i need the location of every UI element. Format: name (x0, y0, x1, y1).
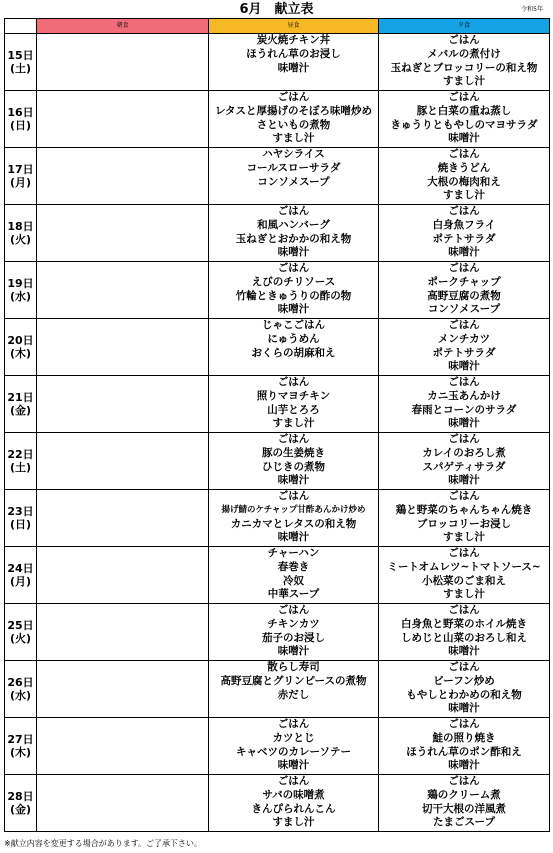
dinner-item: ごはん (448, 490, 480, 502)
lunch-cell (209, 91, 379, 148)
dinner-cell (379, 91, 550, 148)
dinner-item: ごはん (448, 547, 480, 559)
table-row (5, 262, 550, 319)
date-weekday: (金) (9, 404, 32, 417)
dinner-item: ごはん (448, 91, 480, 103)
dinner-cell (379, 205, 550, 262)
date-day: 24日 (7, 562, 34, 575)
date-cell (5, 262, 37, 319)
dinner-item: すまし汁 (443, 531, 485, 544)
lunch-cell (209, 376, 379, 433)
lunch-cell (209, 775, 379, 832)
dinner-cell (379, 775, 550, 832)
dinner-cell (379, 319, 550, 376)
date-day: 26日 (7, 676, 34, 689)
lunch-item: カツとじ (272, 731, 315, 744)
lunch-item: にゅうめん (267, 332, 320, 345)
dinner-item: 味噌汁 (448, 360, 480, 373)
lunch-item: すまし汁 (272, 816, 315, 829)
header-date-blank (5, 19, 37, 34)
dinner-item: 鶏と野菜のちゃんちゃん焼き (395, 503, 533, 516)
dinner-cell (379, 148, 550, 205)
dinner-item: 白身魚フライ (432, 218, 496, 231)
lunch-item: ごはん (277, 775, 310, 787)
breakfast-cell (37, 604, 209, 661)
breakfast-cell (37, 775, 209, 832)
era-label: 令和5年 (521, 6, 543, 13)
lunch-item: 和風ハンバーグ (257, 218, 330, 231)
lunch-cell (209, 661, 379, 718)
dinner-cell (379, 604, 550, 661)
dinner-item: もやしとわかめの和え物 (406, 688, 522, 701)
lunch-item: きんぴられんこん (251, 802, 336, 815)
dinner-item: 味噌汁 (448, 132, 480, 145)
dinner-item: 味噌汁 (448, 759, 480, 772)
dinner-item: 小松菜のごま和え (422, 574, 506, 587)
date-day: 16日 (7, 106, 34, 119)
table-row (5, 490, 550, 547)
date-weekday: (火) (9, 233, 32, 246)
lunch-item: 春巻き (277, 560, 310, 573)
lunch-item: キャベツのカレーソテー (235, 745, 352, 758)
dinner-cell (379, 34, 550, 91)
dinner-item: 鶏のクリーム煮 (427, 788, 501, 801)
dinner-item: すまし汁 (443, 189, 485, 202)
dinner-item: 鮭の照り焼き (432, 731, 496, 744)
date-weekday: (月) (9, 575, 32, 588)
lunch-item: 玉ねぎとおかかの和え物 (235, 232, 352, 245)
date-day: 18日 (7, 220, 34, 233)
table-row (5, 91, 550, 148)
date-weekday: (日) (9, 518, 32, 531)
breakfast-cell (37, 433, 209, 490)
dinner-item: カニ玉あんかけ (427, 389, 501, 402)
lunch-item: ほうれん草のお浸し (246, 47, 341, 60)
dinner-item: ごはん (448, 604, 480, 616)
table-row (5, 661, 550, 718)
menu-body (5, 34, 550, 832)
breakfast-cell (37, 547, 209, 604)
dinner-item: ごはん (448, 262, 480, 274)
lunch-item: じゃこごはん (262, 319, 325, 331)
lunch-item: 冷奴 (283, 574, 304, 587)
date-day: 22日 (7, 448, 34, 461)
dinner-item: ごはん (448, 148, 480, 160)
lunch-item: ごはん (277, 604, 310, 616)
date-cell (5, 661, 37, 718)
date-weekday: (火) (9, 632, 32, 645)
lunch-item: 中華スープ (267, 588, 320, 601)
date-day: 28日 (7, 790, 34, 803)
lunch-item: ごはん (277, 262, 310, 274)
date-cell (5, 718, 37, 775)
dinner-item: ごはん (448, 319, 480, 331)
date-day: 15日 (7, 49, 34, 62)
date-day: 17日 (7, 163, 34, 176)
lunch-cell (209, 34, 379, 91)
dinner-item: ごはん (448, 205, 480, 217)
lunch-item: 照りマヨチキン (256, 389, 331, 402)
lunch-item: 味噌汁 (277, 759, 310, 772)
lunch-item: 高野豆腐とグリンピースの煮物 (220, 674, 367, 687)
lunch-item: 山芋とろろ (267, 403, 320, 416)
table-row (5, 319, 550, 376)
lunch-item: 味噌汁 (277, 61, 310, 74)
dinner-item: 焼きうどん (437, 161, 491, 174)
table-row (5, 148, 550, 205)
date-cell (5, 205, 37, 262)
dinner-item: きゅうりともやしのマヨサラダ (390, 118, 538, 131)
dinner-item: スパゲティサラダ (422, 460, 506, 473)
lunch-item: えびのチリソース (251, 275, 336, 288)
lunch-cell (209, 547, 379, 604)
date-weekday: (金) (9, 803, 32, 816)
breakfast-cell (37, 718, 209, 775)
date-cell (5, 547, 37, 604)
date-weekday: (水) (9, 689, 32, 702)
page-title: 6月 献立表 (239, 2, 314, 17)
date-weekday: (木) (9, 746, 32, 759)
breakfast-cell (37, 205, 209, 262)
date-cell (5, 490, 37, 547)
dinner-item: 味噌汁 (448, 246, 480, 259)
dinner-cell (379, 433, 550, 490)
dinner-item: 切干大根の洋風煮 (422, 802, 506, 815)
lunch-item: さといもの煮物 (256, 118, 331, 131)
lunch-cell (209, 604, 379, 661)
date-day: 23日 (7, 505, 34, 518)
lunch-item: すまし汁 (272, 132, 315, 145)
table-row (5, 775, 550, 832)
lunch-item: ごはん (277, 205, 310, 217)
date-cell (5, 319, 37, 376)
breakfast-cell (37, 34, 209, 91)
dinner-item: すまし汁 (443, 588, 485, 601)
lunch-item: ごはん (277, 91, 310, 103)
lunch-item: ごはん (277, 376, 310, 388)
table-row (5, 547, 550, 604)
dinner-item: 高野豆腐の煮物 (427, 289, 501, 302)
lunch-item: 竹輪ときゅうりの酢の物 (235, 289, 352, 302)
dinner-item: ごはん (448, 376, 480, 388)
lunch-item: ごはん (277, 490, 310, 502)
lunch-item: 味噌汁 (277, 246, 310, 259)
breakfast-cell (37, 661, 209, 718)
dinner-item: ミートオムレツ~トマトソース~ (387, 560, 541, 573)
date-day: 25日 (7, 619, 34, 632)
dinner-item: 味噌汁 (448, 645, 480, 658)
lunch-item: 茄子のお浸し (262, 631, 325, 644)
date-weekday: (土) (9, 461, 32, 474)
dinner-item: 豚と白菜の重ね蒸し (416, 104, 512, 117)
lunch-item: ひじきの煮物 (262, 460, 325, 473)
date-day: 27日 (7, 733, 34, 746)
dinner-item: ごはん (448, 661, 480, 673)
lunch-item: ごはん (277, 718, 310, 730)
breakfast-cell (37, 490, 209, 547)
dinner-item: 玉ねぎとブロッコリーの和え物 (390, 61, 538, 74)
lunch-cell (209, 490, 379, 547)
breakfast-cell (37, 376, 209, 433)
dinner-cell (379, 262, 550, 319)
lunch-item: 揚げ鯖のケチャップ甘酢あんかけ炒め (221, 504, 366, 515)
dinner-item: ごはん (448, 34, 480, 46)
date-cell (5, 91, 37, 148)
date-weekday: (月) (9, 176, 32, 189)
dinner-cell (379, 376, 550, 433)
dinner-item: 白身魚と野菜のホイル焼き (401, 617, 527, 630)
dinner-item: ごはん (448, 718, 480, 730)
date-weekday: (日) (9, 119, 32, 132)
lunch-item: 味噌汁 (277, 531, 310, 544)
lunch-item: 味噌汁 (277, 645, 310, 658)
date-weekday: (水) (9, 290, 32, 303)
dinner-item: ビーフン炒め (433, 674, 495, 687)
header-row (5, 19, 550, 34)
dinner-item: ブロッコリーお浸し (416, 517, 512, 530)
date-cell (5, 376, 37, 433)
lunch-item: 味噌汁 (277, 303, 310, 316)
lunch-cell (209, 718, 379, 775)
breakfast-cell (37, 91, 209, 148)
dinner-item: コンソメスープ (427, 303, 501, 316)
lunch-item: ハヤシライス (262, 148, 325, 160)
dinner-item: メンチカツ (437, 332, 491, 345)
dinner-cell (379, 661, 550, 718)
header-dinner: 夕食 (379, 19, 550, 34)
lunch-cell (209, 319, 379, 376)
dinner-item: 味噌汁 (448, 417, 480, 430)
table-row (5, 205, 550, 262)
date-day: 21日 (7, 391, 34, 404)
date-cell (5, 433, 37, 490)
footnote: ※献立内容を変更する場合があります。ご了承下さい。 (4, 839, 203, 848)
breakfast-cell (37, 319, 209, 376)
lunch-item: コンソメスープ (257, 175, 330, 188)
lunch-item: レタスと厚揚げのそぼろ味噌炒め (214, 104, 373, 117)
lunch-item: 炭火焼チキン丼 (256, 34, 331, 46)
dinner-item: すまし汁 (443, 75, 485, 88)
lunch-item: コールスローサラダ (246, 161, 341, 174)
lunch-item: 味噌汁 (277, 474, 310, 487)
date-cell (5, 34, 37, 91)
lunch-item: チキンカツ (267, 617, 320, 630)
date-cell (5, 148, 37, 205)
header-lunch: 昼食 (209, 19, 379, 34)
lunch-item: 散らし寿司 (267, 661, 320, 673)
dinner-cell (379, 718, 550, 775)
lunch-item: すまし汁 (272, 417, 315, 430)
dinner-item: しめじと山菜のおろし和え (401, 631, 527, 644)
dinner-item: ほうれん草のポン酢和え (406, 745, 522, 758)
header-breakfast: 朝食 (37, 19, 209, 34)
date-day: 20日 (7, 334, 34, 347)
dinner-cell (379, 547, 550, 604)
dinner-item: ポテトサラダ (432, 346, 496, 359)
lunch-cell (209, 205, 379, 262)
lunch-item: おくらの胡麻和え (251, 346, 336, 359)
dinner-item: カレイのおろし煮 (422, 446, 506, 459)
lunch-item: 豚の生姜焼き (262, 446, 325, 459)
dinner-item: 春雨とコーンのサラダ (411, 403, 517, 416)
lunch-cell (209, 148, 379, 205)
dinner-item: たまごスープ (433, 816, 495, 829)
date-weekday: (木) (9, 347, 32, 360)
dinner-item: ごはん (448, 433, 480, 445)
dinner-item: 味噌汁 (448, 702, 480, 715)
date-cell (5, 775, 37, 832)
date-day: 19日 (7, 277, 34, 290)
date-cell (5, 604, 37, 661)
lunch-cell (209, 262, 379, 319)
lunch-item: サバの味噌煮 (262, 788, 325, 801)
dinner-cell (379, 490, 550, 547)
table-row (5, 376, 550, 433)
lunch-item: ごはん (277, 433, 310, 445)
date-weekday: (土) (9, 62, 32, 75)
lunch-item: 赤だし (277, 688, 310, 701)
dinner-item: ポテトサラダ (432, 232, 496, 245)
menu-table (4, 18, 550, 832)
table-row (5, 433, 550, 490)
lunch-item: チャーハン (267, 547, 320, 559)
dinner-item: 味噌汁 (448, 474, 480, 487)
lunch-cell (209, 433, 379, 490)
dinner-item: 大根の梅肉和え (427, 175, 501, 188)
table-row (5, 718, 550, 775)
dinner-item: ポークチャップ (427, 275, 501, 288)
table-row (5, 34, 550, 91)
breakfast-cell (37, 262, 209, 319)
table-row (5, 604, 550, 661)
lunch-item: カニカマとレタスの和え物 (230, 517, 357, 530)
breakfast-cell (37, 148, 209, 205)
dinner-item: ごはん (448, 775, 480, 787)
dinner-item: メバルの煮付け (427, 47, 501, 60)
